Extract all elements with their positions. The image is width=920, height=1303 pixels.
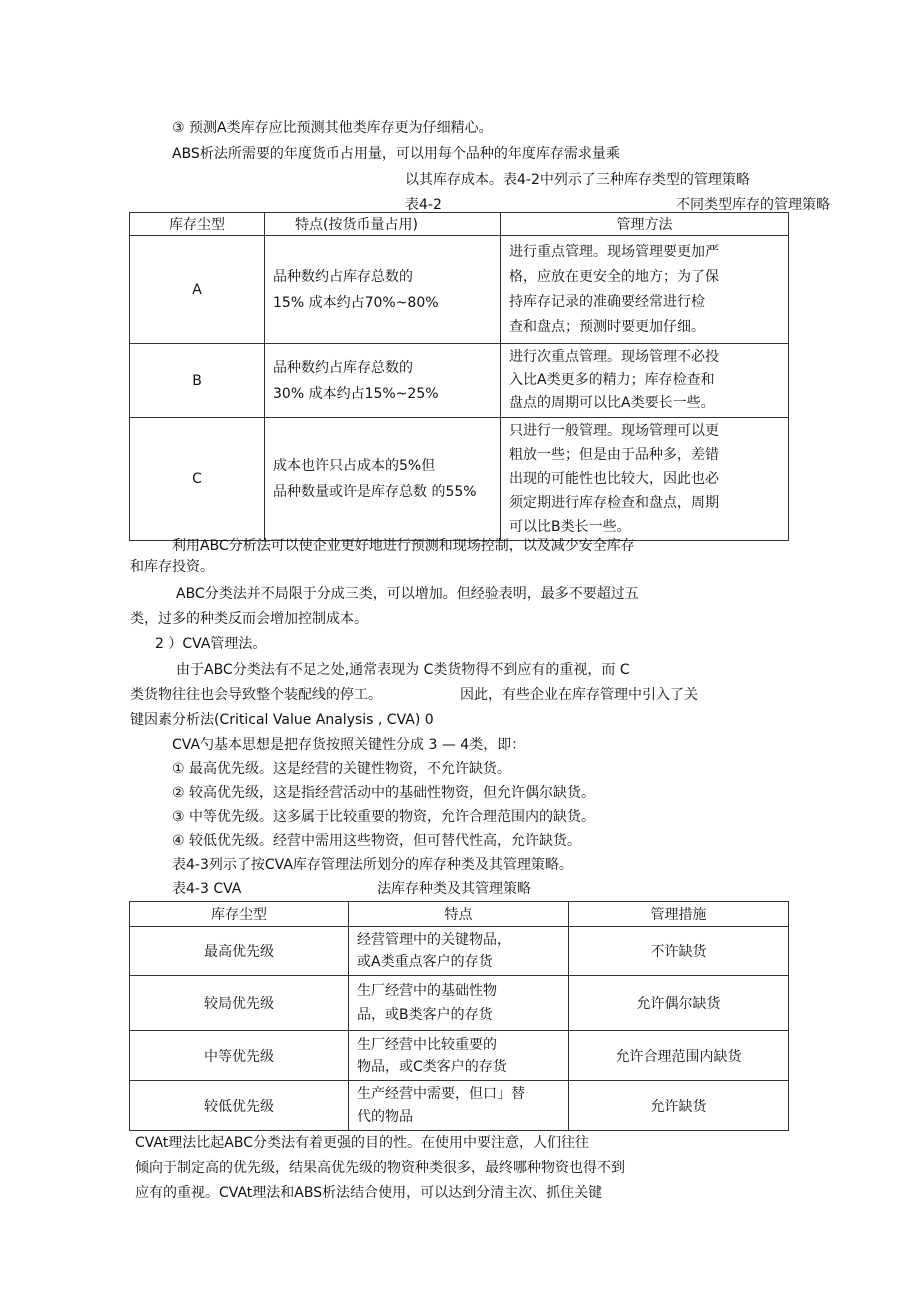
table1-row-a <box>130 236 789 344</box>
paragraph-3-line2b: 因此，有些企业在库存管理中引入了关 <box>460 687 698 703</box>
table2-header-feature: 特点 <box>349 902 569 927</box>
table2-feature <box>349 927 569 976</box>
table2-feature <box>349 1031 569 1081</box>
table1-header-type: 库存尘型 <box>130 213 265 236</box>
point-3: ③ 预测A类库存应比预测其他类库存更为仔细精心。 <box>172 120 493 136</box>
list-item-1: ① 最高优先级。这是经营的关键性物资，不允许缺货。 <box>172 761 511 777</box>
table1-feature-c <box>265 418 501 541</box>
list-item-2: ② 较高优先级，这是指经营活动中的基础性物资，但允许偶尔缺货。 <box>172 785 595 801</box>
table2-caption-title: 法库存种类及其管理策略 <box>377 881 531 897</box>
paragraph-3-line1: 由于ABC分类法有不足之处,通常表现为 C类货物得不到应有的重视，而 C <box>176 662 630 678</box>
table1-caption-number: 表4-2 <box>405 197 442 213</box>
table2-measure: 允许偶尔缺货 <box>569 976 789 1031</box>
table2-feature <box>349 976 569 1031</box>
table1-feature-a <box>265 236 501 344</box>
table2-measure: 不许缺货 <box>569 927 789 976</box>
table1-type-c: C <box>130 418 265 541</box>
feature-line: 生厂经营中的基础性物 <box>357 983 497 999</box>
method-line: 盘点的周期可以比A类要长一些。 <box>509 395 715 411</box>
closing-line3: 应有的重视。CVAt理法和ABS析法结合使用，可以达到分清主次、抓住关键 <box>135 1185 603 1201</box>
method-line: 须定期进行库存检查和盘点，周期 <box>509 495 719 511</box>
table1-caption-title: 不同类型库存的管理策略 <box>676 197 830 213</box>
paragraph-3-line2a: 类货物往往也会导致整个装配线的停工。 <box>130 687 382 703</box>
feature-line: 生厂经营中比较重要的 <box>357 1036 497 1053</box>
feature-line: 或A类重点客户的存货 <box>357 954 493 970</box>
table1-method-b <box>501 344 789 418</box>
table2-measure: 允许合理范围内缺货 <box>569 1031 789 1081</box>
table2-type: 较低优先级 <box>130 1081 349 1131</box>
method-line: 只进行一般管理。现场管理可以更 <box>509 423 719 439</box>
method-line: 粗放一些；但是由于品种多，差错 <box>509 447 719 463</box>
closing-line2: 倾向于制定高的优先级，结果高优先级的物资种类很多，最终哪种物资也得不到 <box>135 1160 625 1176</box>
method-line: 进行次重点管理。现场管理不必投 <box>509 349 719 365</box>
closing-line1: CVAt理法比起ABC分类法有着更强的目的性。在使用中要注意，人们往往 <box>135 1135 589 1151</box>
paragraph-1-line2: 和库存投资。 <box>130 559 214 575</box>
paragraph-5: 表4-3列示了按CVA库存管理法所划分的库存种类及其管理策略。 <box>172 857 573 873</box>
paragraph-2-line2: 类，过多的种类反而会增加控制成本。 <box>130 611 368 627</box>
table2-measure: 允许缺货 <box>569 1081 789 1131</box>
feature-line: 品种数约占库存总数的 <box>273 359 413 376</box>
feature-line: 代的物品 <box>357 1108 413 1125</box>
table-row <box>130 1081 789 1131</box>
feature-line: 品种数量或许是库存总数 的55% <box>273 484 477 500</box>
table2-type: 最高优先级 <box>130 927 349 976</box>
abs-paragraph-line2: 以其库存成本。表4-2中列示了三种库存类型的管理策略 <box>405 172 750 188</box>
paragraph-3-line3: 键因素分析法(Critical Value Analysis , CVA) 0 <box>130 712 434 728</box>
method-line: 进行重点管理。现场管理要更加严 <box>509 243 719 260</box>
method-line: 格，应放在更安全的地方；为了保 <box>509 268 719 285</box>
table2-feature <box>349 1081 569 1131</box>
table1-header-row <box>130 213 789 236</box>
table-row <box>130 927 789 976</box>
feature-line: 品，或B类客户的存货 <box>357 1007 493 1023</box>
method-line: 持库存记录的准确要经常进行检 <box>509 293 705 310</box>
paragraph-1-line1: 利用ABC分析法可以使企业更好地进行预测和现场控制，以及减少安全库存 <box>172 538 635 554</box>
table2-caption-number: 表4-3 CVA <box>172 881 242 897</box>
table1-feature-b <box>265 344 501 418</box>
table-row <box>130 976 789 1031</box>
table-row <box>130 1031 789 1081</box>
table1-method-a <box>501 236 789 344</box>
feature-line: 生产经营中需要，但口」替 <box>357 1085 525 1102</box>
table-4-3 <box>129 901 789 1131</box>
table2-header-type: 库存尘型 <box>130 902 349 927</box>
table2-type: 中等优先级 <box>130 1031 349 1081</box>
table1-header-feature: 特点(按货币量占用) <box>265 213 501 236</box>
method-line: 查和盘点；预测时要更加仔细。 <box>509 318 705 335</box>
table1-method-c <box>501 418 789 541</box>
table2-type: 较局优先级 <box>130 976 349 1031</box>
method-line: 可以比B类长一些。 <box>509 519 631 535</box>
method-line: 出现的可能性也比较大，因此也必 <box>509 471 719 487</box>
table1-type-b: B <box>130 344 265 418</box>
feature-line: 30% 成本约占15%~25% <box>273 385 439 402</box>
section-heading-cva: 2 ）CVA管理法。 <box>155 636 267 652</box>
method-line: 入比A类更多的精力；库存检查和 <box>509 372 715 388</box>
abs-paragraph-line1: ABS析法所需要的年度货币占用量，可以用每个品种的年度库存需求量乘 <box>172 146 620 162</box>
feature-line: 经营管理中的关键物品， <box>357 932 511 948</box>
table1-type-a: A <box>130 236 265 344</box>
list-item-4: ④ 较低优先级。经营中需用这些物资，但可替代性高，允许缺货。 <box>172 833 581 849</box>
list-item-3: ③ 中等优先级。这多属于比较重要的物资，允许合理范围内的缺货。 <box>172 809 595 825</box>
paragraph-4: CVA勺基本思想是把存货按照关键性分成 3 — 4类，即： <box>172 737 526 753</box>
table2-header-measure: 管理措施 <box>569 902 789 927</box>
table1-row-c <box>130 418 789 541</box>
feature-line: 15% 成本约占70%~80% <box>273 294 439 311</box>
paragraph-2-line1: ABC分类法并不局限于分成三类，可以增加。但经验表明，最多不要超过五 <box>176 586 639 602</box>
feature-line: 成本也许只占成本的5%但 <box>273 458 436 474</box>
feature-line: 品种数约占库存总数的 <box>273 268 413 285</box>
table1-row-b <box>130 344 789 418</box>
table1-header-method: 管理方法 <box>501 213 789 236</box>
feature-line: 物品，或C类客户的存货 <box>357 1058 507 1075</box>
table2-header-row <box>130 902 789 927</box>
table-4-2 <box>129 212 789 541</box>
